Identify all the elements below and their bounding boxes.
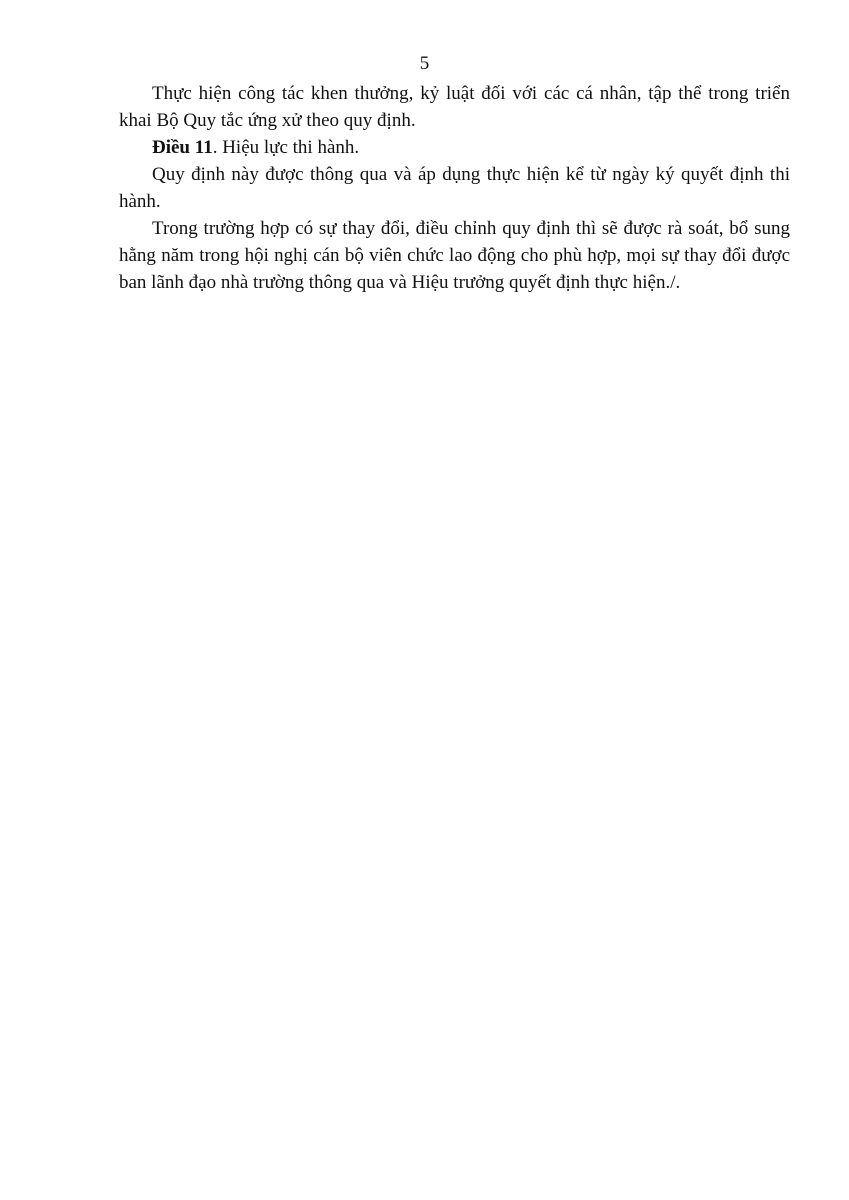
article-11-heading <box>119 134 790 161</box>
page-number: 5 <box>419 53 430 74</box>
paragraph-commendation-discipline: Thực hiện công tác khen thưởng, kỷ luật đối với các cá nhân, tập thể trong triển khai Bộ Quy tắc ứng xử theo quy định. <box>119 83 790 131</box>
article-11-title: . Hiệu lực thi hành. <box>212 137 360 158</box>
paragraph-effectiveness: Quy định này được thông qua và áp dụng thực hiện kể từ ngày ký quyết định thi hành. <box>119 164 790 212</box>
paragraph-amendment: Trong trường hợp có sự thay đổi, điều chỉnh quy định thì sẽ được rà soát, bổ sung hằng năm trong hội nghị cán bộ viên chức lao động cho phù hợp, mọi sự thay đổi được ban lãnh đạo nhà trường thông qua và Hiệu trưởng quyết định thực hiện./. <box>119 218 790 293</box>
article-11-label: Điều 11 <box>152 137 213 158</box>
document-body <box>119 80 790 296</box>
